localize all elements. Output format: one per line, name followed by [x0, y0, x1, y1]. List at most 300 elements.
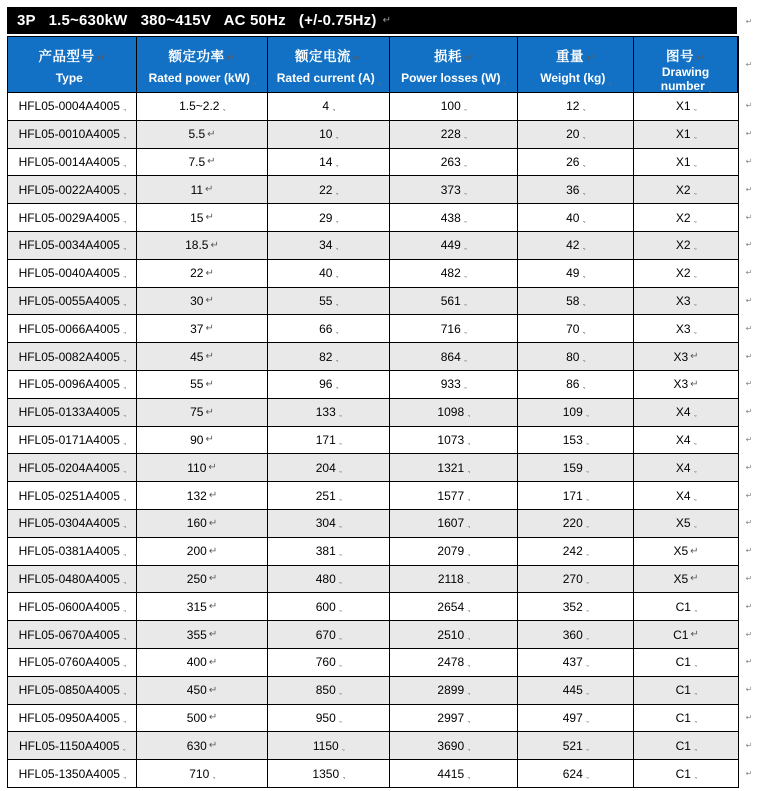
cell-end-mark-icon: .,: [467, 743, 470, 752]
cell-end-mark-icon: .,: [463, 215, 467, 224]
row-end-mark-slot: [742, 231, 756, 259]
cell-end-mark-icon: .,: [467, 410, 470, 419]
cell-end-mark-icon: .,: [222, 104, 225, 113]
cell-drawing-number: X4 .,: [675, 405, 697, 420]
cell-power-losses: 228 .,: [390, 121, 518, 148]
column-header: [137, 37, 268, 92]
cell-end-mark-icon: .,: [341, 743, 345, 752]
cell-end-mark-icon: .,: [335, 298, 338, 307]
cell-rated-current: 251 .,: [268, 482, 390, 509]
cell-end-mark-icon: .,: [377, 78, 381, 86]
column-header-cn: 损耗 ↵: [434, 49, 473, 64]
cell-rated-current: 850 .,: [268, 677, 390, 704]
row-end-mark-icon: ↵: [745, 685, 753, 695]
cell-end-mark-icon: .,: [463, 271, 467, 280]
cell-weight: 40 .,: [518, 204, 634, 231]
row-end-mark-icon: ↵: [745, 518, 753, 528]
cell-end-mark-icon: .,: [463, 354, 467, 363]
cell-end-mark-icon: ↵: [208, 629, 218, 641]
cell-power-losses: 1577 .,: [390, 482, 518, 509]
cell-drawing-number: X3 .,: [675, 293, 697, 308]
cell-rated-power: 90 ↵: [137, 427, 268, 454]
row-end-mark-icon: ↵: [745, 240, 753, 250]
cell-end-mark-icon: .,: [122, 271, 126, 280]
row-end-mark-icon: ↵: [745, 268, 753, 278]
cell-rated-power: 5.5 ↵: [137, 121, 268, 148]
cell-type: HFL05-0760A4005 .,: [8, 649, 137, 676]
cell-end-mark-icon: .,: [122, 354, 126, 363]
cell-end-mark-icon: .,: [467, 715, 470, 724]
cell-rated-power: 22 ↵: [137, 260, 268, 287]
cell-drawing-number: X1 .,: [675, 127, 697, 142]
row-end-mark-icon: ↵: [745, 573, 753, 583]
cell-end-mark-icon: .,: [467, 549, 470, 558]
cell-end-mark-icon: .,: [463, 298, 467, 307]
cell-rated-current: 22 .,: [268, 176, 390, 203]
cell-weight: 42 .,: [518, 232, 634, 259]
cell-end-mark-icon: .,: [122, 715, 126, 724]
table-row: [8, 370, 738, 398]
cell-drawing-number: X4 .,: [675, 460, 697, 475]
cell-rated-current: 760 .,: [268, 649, 390, 676]
table-row: [8, 537, 738, 565]
cell-weight: 220 .,: [518, 510, 634, 537]
cell-end-mark-icon: .,: [335, 354, 338, 363]
cell-end-mark-icon: .,: [338, 549, 342, 558]
cell-end-mark-icon: .,: [585, 604, 589, 613]
cell-end-mark-icon: .,: [122, 688, 126, 697]
row-end-mark-icon: ↵: [745, 295, 753, 305]
cell-rated-power: 132 ↵: [137, 482, 268, 509]
cell-power-losses: 561 .,: [390, 288, 518, 315]
column-header: [390, 37, 518, 92]
column-header: [8, 37, 137, 92]
cell-end-mark-icon: ↵: [208, 490, 218, 502]
table-row: [8, 426, 738, 454]
column-header-cn: 额定电流 ↵: [295, 49, 362, 64]
cell-end-mark-icon: .,: [463, 382, 467, 391]
cell-power-losses: 2118 .,: [390, 566, 518, 593]
row-end-mark-slot: [742, 287, 756, 315]
cell-rated-current: 600 .,: [268, 593, 390, 620]
column-header-en: Rated power (kW) .,: [148, 71, 256, 86]
cell-drawing-number: C1 .,: [675, 655, 697, 670]
spec-table: [7, 36, 739, 788]
cell-type: HFL05-0600A4005 .,: [8, 593, 137, 620]
table-row: [8, 287, 738, 315]
cell-end-mark-icon: .,: [122, 298, 126, 307]
cell-end-mark-icon: ↵: [205, 184, 214, 196]
cell-drawing-number: C1 .,: [675, 599, 697, 614]
cell-end-mark-icon: .,: [585, 660, 589, 669]
row-end-mark-icon: ↵: [745, 184, 753, 194]
cell-type: HFL05-0096A4005 .,: [8, 371, 137, 398]
cell-end-mark-icon: .,: [338, 465, 342, 474]
cell-end-mark-icon: .,: [122, 771, 126, 780]
table-row: [8, 592, 738, 620]
cell-end-mark-icon: .,: [707, 86, 711, 94]
row-end-mark-slot: [742, 704, 756, 732]
row-end-mark-slot: [742, 509, 756, 537]
table-row: [8, 620, 738, 648]
column-header-en: Drawing number .,: [660, 65, 711, 94]
cell-rated-current: 133 .,: [268, 399, 390, 426]
cell-power-losses: 2478 .,: [390, 649, 518, 676]
cell-power-losses: 4415 .,: [390, 760, 518, 787]
cell-end-mark-icon: .,: [338, 632, 342, 641]
cell-end-mark-icon: .,: [582, 104, 585, 113]
cell-rated-power: 7.5 ↵: [137, 149, 268, 176]
cell-type: HFL05-1150A4005 .,: [8, 732, 137, 759]
cell-type: HFL05-0034A4005 .,: [8, 232, 137, 259]
cell-end-mark-icon: .,: [463, 159, 467, 168]
cell-rated-power: 315 ↵: [137, 593, 268, 620]
table-row: [8, 92, 738, 120]
cell-type: HFL05-0133A4005 .,: [8, 399, 137, 426]
row-end-mark-slot: [742, 648, 756, 676]
cell-end-mark-icon: .,: [585, 576, 589, 585]
cell-end-mark-icon: ↵: [205, 351, 214, 363]
column-header-en: Power losses (W) .,: [401, 71, 506, 86]
cell-rated-power: 55 ↵: [137, 371, 268, 398]
table-row: [8, 731, 738, 759]
cell-end-mark-icon: .,: [693, 521, 697, 530]
cell-rated-current: 204 .,: [268, 454, 390, 481]
cell-end-mark-icon: ↵: [208, 517, 218, 529]
cell-drawing-number: X3 ↵: [673, 377, 699, 392]
cell-type: HFL05-0082A4005 .,: [8, 343, 137, 370]
line-break-mark-icon: ↵: [696, 53, 705, 64]
cell-end-mark-icon: .,: [122, 410, 126, 419]
cell-end-mark-icon: ↵: [207, 156, 216, 168]
cell-rated-current: 10 .,: [268, 121, 390, 148]
table-row: [8, 148, 738, 176]
row-end-mark-slot: [742, 36, 756, 92]
cell-end-mark-icon: .,: [335, 215, 338, 224]
cell-end-mark-icon: .,: [122, 576, 126, 585]
cell-type: HFL05-0171A4005 .,: [8, 427, 137, 454]
title-bar: [7, 7, 737, 34]
cell-rated-power: 18.5 ↵: [137, 232, 268, 259]
cell-type: HFL05-0055A4005 .,: [8, 288, 137, 315]
cell-end-mark-icon: .,: [335, 382, 338, 391]
cell-rated-power: 11 ↵: [137, 176, 268, 203]
cell-end-mark-icon: .,: [122, 743, 125, 752]
cell-power-losses: 716 .,: [390, 315, 518, 342]
table-row: [8, 453, 738, 481]
cell-end-mark-icon: .,: [335, 243, 338, 252]
cell-end-mark-icon: .,: [585, 493, 589, 502]
cell-end-mark-icon: .,: [122, 132, 126, 141]
row-end-mark-icon: ↵: [745, 490, 753, 500]
row-end-mark-slot: [742, 259, 756, 287]
cell-power-losses: 864 .,: [390, 343, 518, 370]
row-end-mark-slot: [742, 7, 756, 36]
table-row: [8, 648, 738, 676]
row-end-mark-icon: ↵: [745, 212, 753, 222]
cell-end-mark-icon: .,: [608, 78, 611, 86]
cell-type: HFL05-0066A4005 .,: [8, 315, 137, 342]
cell-end-mark-icon: .,: [463, 187, 467, 196]
cell-end-mark-icon: .,: [252, 78, 256, 86]
cell-end-mark-icon: .,: [693, 660, 697, 669]
cell-power-losses: 2079 .,: [390, 538, 518, 565]
cell-end-mark-icon: .,: [122, 215, 126, 224]
cell-weight: 109 .,: [518, 399, 634, 426]
cell-rated-power: 630 ↵: [137, 732, 268, 759]
cell-end-mark-icon: .,: [582, 215, 585, 224]
cell-rated-power: 450 ↵: [137, 677, 268, 704]
table-row: [8, 398, 738, 426]
cell-weight: 20 .,: [518, 121, 634, 148]
cell-end-mark-icon: ↵: [205, 267, 214, 279]
cell-end-mark-icon: .,: [463, 243, 467, 252]
cell-type: HFL05-0040A4005 .,: [8, 260, 137, 287]
row-end-mark-slot: [742, 342, 756, 370]
cell-end-mark-icon: .,: [122, 465, 126, 474]
cell-drawing-number: X5 ↵: [673, 571, 699, 586]
cell-end-mark-icon: ↵: [690, 629, 699, 641]
table-row: [8, 231, 738, 259]
cell-end-mark-icon: .,: [585, 549, 589, 558]
cell-end-mark-icon: .,: [693, 465, 697, 474]
cell-end-mark-icon: .,: [338, 410, 342, 419]
cell-end-mark-icon: .,: [467, 604, 470, 613]
cell-weight: 521 .,: [518, 732, 634, 759]
cell-rated-current: 950 .,: [268, 705, 390, 732]
cell-end-mark-icon: .,: [693, 604, 697, 613]
row-end-mark-icon: ↵: [745, 546, 753, 556]
cell-type: HFL05-0950A4005 .,: [8, 705, 137, 732]
table-row: [8, 481, 738, 509]
row-end-mark-slot: [742, 676, 756, 704]
cell-end-mark-icon: .,: [338, 604, 342, 613]
cell-end-mark-icon: .,: [122, 632, 126, 641]
cell-weight: 270 .,: [518, 566, 634, 593]
cell-drawing-number: X1 .,: [675, 154, 697, 169]
cell-rated-current: 66 .,: [268, 315, 390, 342]
cell-rated-power: 1.5~2.2 .,: [137, 93, 268, 120]
cell-end-mark-icon: ↵: [208, 740, 218, 752]
cell-end-mark-icon: ↵: [205, 212, 214, 224]
cell-end-mark-icon: .,: [693, 771, 697, 780]
cell-type: HFL05-0480A4005 .,: [8, 566, 137, 593]
row-end-mark-slot: [742, 592, 756, 620]
cell-end-mark-icon: .,: [338, 521, 342, 530]
cell-weight: 159 .,: [518, 454, 634, 481]
cell-end-mark-icon: .,: [338, 493, 342, 502]
cell-end-mark-icon: .,: [338, 715, 342, 724]
cell-power-losses: 263 .,: [390, 149, 518, 176]
row-end-mark-slot: [742, 175, 756, 203]
cell-type: HFL05-0014A4005 .,: [8, 149, 137, 176]
cell-end-mark-icon: .,: [582, 132, 585, 141]
cell-type: HFL05-0022A4005 .,: [8, 176, 137, 203]
line-break-mark-icon: ↵: [353, 53, 362, 64]
cell-rated-power: 355 ↵: [137, 621, 268, 648]
cell-rated-power: 15 ↵: [137, 204, 268, 231]
cell-power-losses: 449 .,: [390, 232, 518, 259]
column-header-cn: 额定功率 ↵: [168, 49, 236, 64]
cell-end-mark-icon: ↵: [690, 545, 699, 557]
column-header-cn: 产品型号 ↵: [38, 49, 106, 64]
cell-rated-power: 200 ↵: [137, 538, 268, 565]
cell-weight: 171 .,: [518, 482, 634, 509]
cell-drawing-number: X2 .,: [675, 182, 697, 197]
table-row: [8, 704, 738, 732]
cell-end-mark-icon: .,: [693, 104, 697, 113]
cell-end-mark-icon: ↵: [208, 462, 217, 474]
cell-end-mark-icon: .,: [332, 104, 335, 113]
row-end-mark-slot: [742, 426, 756, 454]
table-body: [8, 92, 738, 787]
cell-end-mark-icon: .,: [467, 688, 470, 697]
cell-end-mark-icon: .,: [122, 604, 126, 613]
row-end-mark-icon: ↵: [745, 407, 753, 417]
column-header-cn: 重量 ↵: [556, 49, 595, 64]
cell-power-losses: 2899 .,: [390, 677, 518, 704]
cell-power-losses: 100 .,: [390, 93, 518, 120]
cell-drawing-number: X3 .,: [675, 321, 697, 336]
table-row: [8, 565, 738, 593]
row-end-mark-slot: [742, 120, 756, 148]
cell-drawing-number: C1 .,: [675, 683, 697, 698]
row-end-mark-slot: [742, 314, 756, 342]
row-end-mark-icon: ↵: [745, 601, 753, 611]
cell-rated-power: 160 ↵: [137, 510, 268, 537]
cell-end-mark-icon: .,: [467, 771, 470, 780]
cell-rated-current: 381 .,: [268, 538, 390, 565]
row-end-mark-icon: ↵: [745, 129, 753, 139]
cell-end-mark-icon: .,: [463, 326, 467, 335]
row-end-mark-slot: [742, 481, 756, 509]
row-end-mark-slot: [742, 620, 756, 648]
cell-end-mark-icon: .,: [693, 743, 697, 752]
cell-type: HFL05-1350A4005 .,: [8, 760, 137, 787]
cell-weight: 445 .,: [518, 677, 634, 704]
column-header: [518, 37, 634, 92]
cell-end-mark-icon: .,: [693, 159, 697, 168]
cell-drawing-number: X4 .,: [675, 488, 697, 503]
cell-drawing-number: X2 .,: [675, 238, 697, 253]
row-end-mark-slot: [742, 453, 756, 481]
table-row: [8, 759, 738, 787]
cell-end-mark-icon: .,: [585, 743, 589, 752]
cell-end-mark-icon: .,: [693, 298, 697, 307]
cell-drawing-number: X3 ↵: [673, 349, 699, 364]
cell-weight: 58 .,: [518, 288, 634, 315]
row-end-mark-slot: [742, 370, 756, 398]
cell-weight: 153 .,: [518, 427, 634, 454]
cell-end-mark-icon: .,: [467, 521, 470, 530]
row-end-mark-slot: [742, 92, 756, 120]
cell-end-mark-icon: .,: [582, 326, 585, 335]
cell-rated-current: 14 .,: [268, 149, 390, 176]
cell-rated-current: 480 .,: [268, 566, 390, 593]
cell-power-losses: 1607 .,: [390, 510, 518, 537]
cell-weight: 49 .,: [518, 260, 634, 287]
cell-rated-current: 40 .,: [268, 260, 390, 287]
cell-type: HFL05-0850A4005 .,: [8, 677, 137, 704]
cell-end-mark-icon: .,: [585, 521, 589, 530]
cell-end-mark-icon: ↵: [205, 295, 214, 307]
cell-end-mark-icon: .,: [335, 271, 338, 280]
cell-end-mark-icon: ↵: [208, 601, 218, 613]
cell-end-mark-icon: ↵: [205, 378, 214, 390]
cell-power-losses: 2654 .,: [390, 593, 518, 620]
cell-type: HFL05-0251A4005 .,: [8, 482, 137, 509]
cell-end-mark-icon: .,: [122, 382, 126, 391]
cell-drawing-number: X5 ↵: [673, 544, 699, 559]
cell-end-mark-icon: .,: [122, 437, 126, 446]
cell-drawing-number: X1 .,: [675, 99, 697, 114]
cell-end-mark-icon: .,: [335, 132, 338, 141]
cell-type: HFL05-0029A4005 .,: [8, 204, 137, 231]
column-header: [634, 37, 738, 92]
column-header: [268, 37, 390, 92]
cell-end-mark-icon: .,: [582, 271, 585, 280]
page-title: 3P 1.5~630kW 380~415V AC 50Hz (+/-0.75Hz): [17, 12, 377, 29]
cell-weight: 624 .,: [518, 760, 634, 787]
cell-weight: 26 .,: [518, 149, 634, 176]
cell-rated-current: 1150 .,: [268, 732, 390, 759]
cell-weight: 437 .,: [518, 649, 634, 676]
row-end-marks-column: [742, 7, 756, 787]
cell-end-mark-icon: ↵: [207, 128, 216, 140]
cell-rated-power: 110 ↵: [137, 454, 268, 481]
table-row: [8, 342, 738, 370]
cell-end-mark-icon: .,: [693, 132, 697, 141]
cell-power-losses: 2510 .,: [390, 621, 518, 648]
table-row: [8, 314, 738, 342]
cell-end-mark-icon: .,: [582, 243, 585, 252]
row-end-mark-icon: ↵: [745, 657, 753, 667]
cell-rated-current: 4 .,: [268, 93, 390, 120]
cell-end-mark-icon: ↵: [208, 684, 218, 696]
cell-end-mark-icon: .,: [585, 688, 589, 697]
cell-end-mark-icon: .,: [693, 688, 697, 697]
cell-end-mark-icon: .,: [693, 715, 697, 724]
cell-power-losses: 438 .,: [390, 204, 518, 231]
cell-end-mark-icon: ↵: [208, 545, 218, 557]
table-header-row: [8, 37, 738, 92]
cell-end-mark-icon: ↵: [690, 378, 699, 390]
row-end-mark-slot: [742, 537, 756, 565]
cell-rated-power: 500 ↵: [137, 705, 268, 732]
cell-end-mark-icon: .,: [693, 187, 697, 196]
cell-end-mark-icon: .,: [467, 632, 470, 641]
cell-end-mark-icon: .,: [585, 437, 589, 446]
table-row: [8, 175, 738, 203]
cell-end-mark-icon: .,: [693, 326, 697, 335]
cell-end-mark-icon: .,: [335, 326, 338, 335]
cell-end-mark-icon: .,: [693, 271, 697, 280]
cell-end-mark-icon: .,: [466, 576, 470, 585]
cell-end-mark-icon: .,: [582, 187, 585, 196]
row-end-mark-icon: ↵: [745, 768, 753, 778]
row-end-mark-slot: [742, 203, 756, 231]
row-end-mark-icon: ↵: [745, 740, 753, 750]
cell-end-mark-icon: .,: [122, 243, 126, 252]
cell-drawing-number: C1 .,: [675, 710, 697, 725]
cell-end-mark-icon: .,: [582, 298, 585, 307]
cell-drawing-number: X2 .,: [675, 210, 697, 225]
cell-end-mark-icon: .,: [582, 382, 585, 391]
cell-rated-power: 45 ↵: [137, 343, 268, 370]
row-end-mark-icon: ↵: [745, 434, 753, 444]
cell-end-mark-icon: ↵: [208, 573, 218, 585]
cell-type: HFL05-0204A4005 .,: [8, 454, 137, 481]
